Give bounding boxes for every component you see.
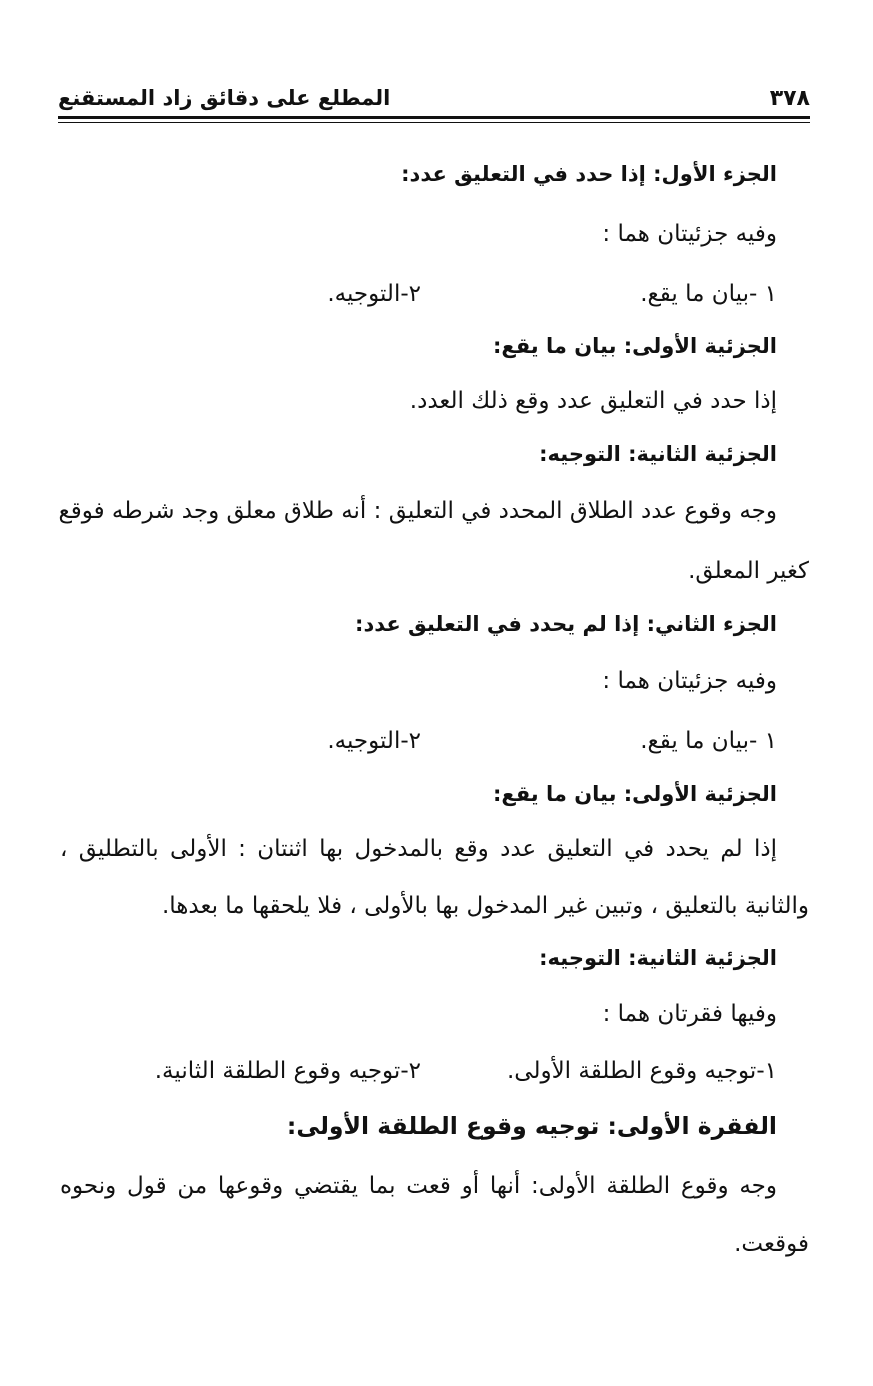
heading-part1-sub2: الجزئية الثانية: التوجيه: — [539, 442, 777, 466]
paragraph-part2-sub1-line1: إذا لم يحدد في التعليق عدد وقع بالمدخول بها اثنتان : الأولى بالتطليق ، — [60, 836, 777, 862]
running-title: المطلع على دقائق زاد المستقنع — [58, 86, 391, 110]
paragraph-two-parts-1: وفيه جزئيتان هما : — [602, 221, 777, 247]
heading-part-1: الجزء الأول: إذا حدد في التعليق عدد: — [401, 162, 777, 186]
paragraph-part2-sub1-line2: والثانية بالتعليق ، وتبين غير المدخول بها بالأولى ، فلا يلحقها ما بعدها. — [161, 893, 809, 919]
heading-part-2: الجزء الثاني: إذا لم يحدد في التعليق عدد: — [355, 612, 777, 636]
paragraph-part1-sub2-line1: وجه وقوع عدد الطلاق المحدد في التعليق : أنه طلاق معلق وجد شرطه فوقع — [58, 498, 777, 524]
paragraph-two-parts-2: وفيه جزئيتان هما : — [602, 668, 777, 694]
list3-item-2: ٢-توجيه وقوع الطلقة الثانية. — [154, 1058, 421, 1084]
header-rule-thin — [58, 122, 810, 123]
paragraph-para1-line1: وجه وقوع الطلقة الأولى: أنها أو قعت بما يقتضي وقوعها من قول ونحوه — [60, 1173, 777, 1199]
list2-item-2: ٢-التوجيه. — [327, 728, 421, 754]
list2-item-1: ١ -بيان ما يقع. — [640, 728, 777, 754]
page-header — [58, 86, 810, 114]
list3-item-1: ١-توجيه وقوع الطلقة الأولى. — [506, 1058, 777, 1084]
heading-paragraph-1: الفقرة الأولى: توجيه وقوع الطلقة الأولى: — [286, 1112, 777, 1140]
page-number: ٣٧٨ — [769, 86, 810, 111]
header-rule-thick — [58, 116, 810, 119]
paragraph-para1-line2: فوقعت. — [734, 1231, 809, 1257]
list1-item-1: ١ -بيان ما يقع. — [640, 281, 777, 307]
paragraph-part1-sub1: إذا حدد في التعليق عدد وقع ذلك العدد. — [409, 388, 777, 414]
list1-item-2: ٢-التوجيه. — [327, 281, 421, 307]
heading-part2-sub1: الجزئية الأولى: بيان ما يقع: — [492, 782, 777, 806]
paragraph-two-paragraphs: وفيها فقرتان هما : — [602, 1001, 777, 1027]
heading-part1-sub1: الجزئية الأولى: بيان ما يقع: — [492, 334, 777, 358]
heading-part2-sub2: الجزئية الثانية: التوجيه: — [539, 946, 777, 970]
paragraph-part1-sub2-line2: كغير المعلق. — [688, 558, 809, 584]
